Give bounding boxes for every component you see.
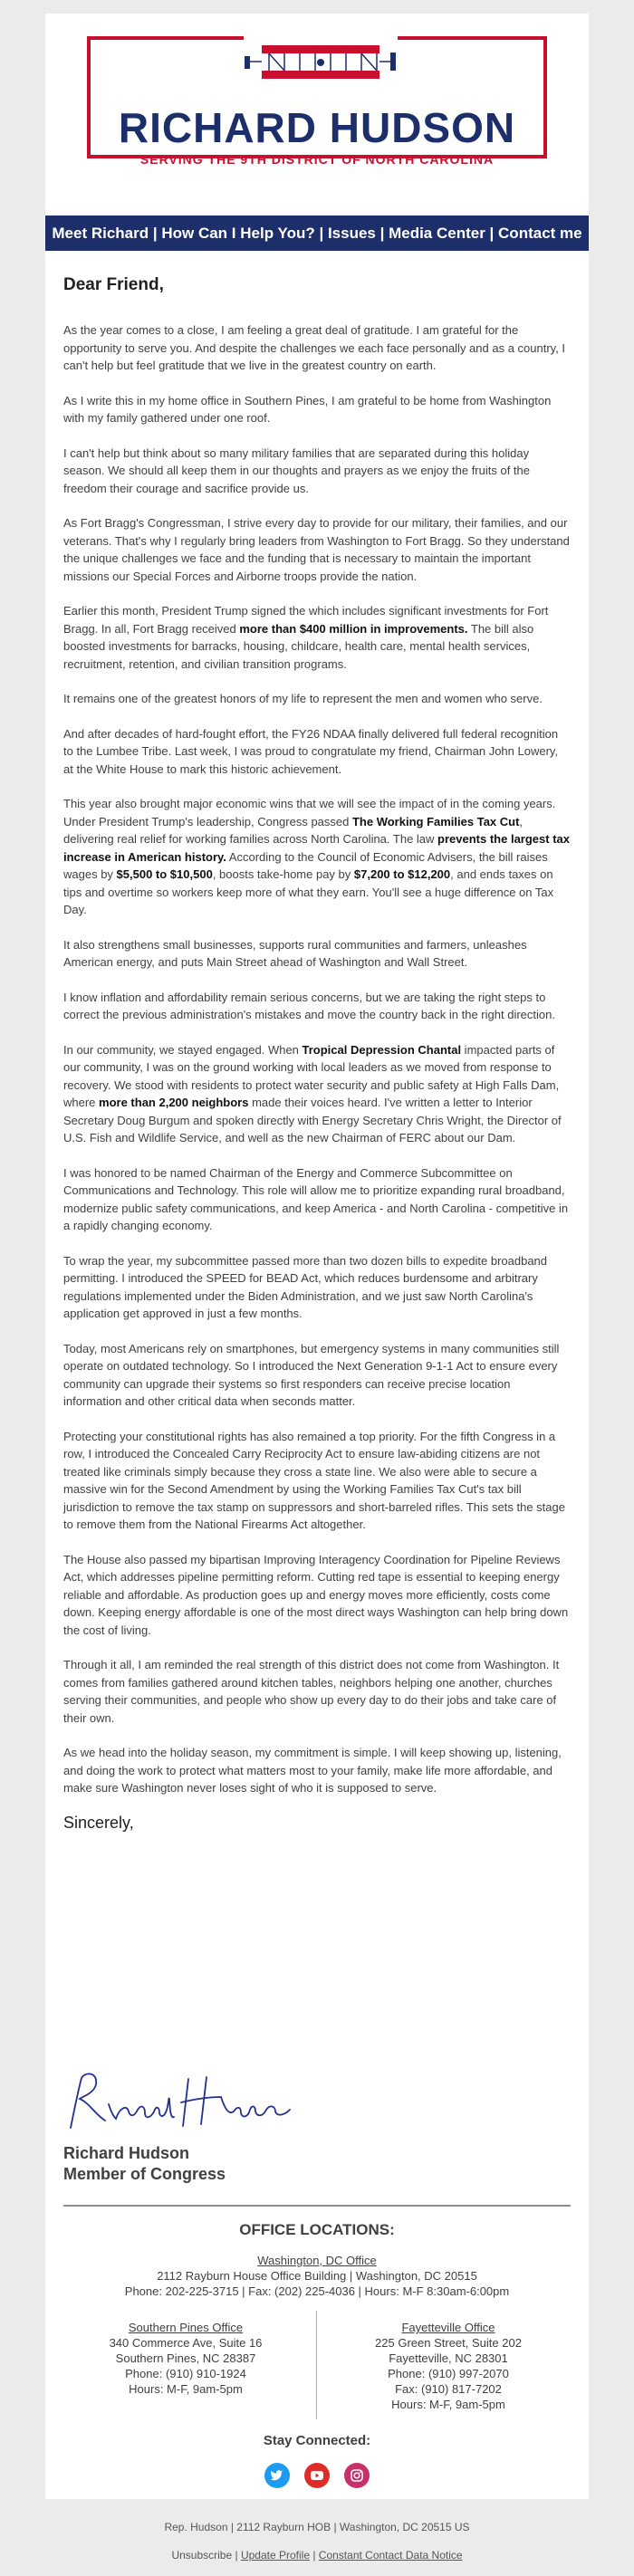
letter-body <box>63 274 571 1832</box>
bold-text: The Working Families Tax Cut <box>351 814 520 828</box>
update-profile-link[interactable]: Update Profile <box>240 2549 310 2562</box>
dc-office <box>45 2253 589 2299</box>
divider <box>63 2205 571 2207</box>
southern-pines-hours: Hours: M-F, 9am-5pm <box>129 2382 243 2396</box>
southern-pines-street: 340 Commerce Ave, Suite 16 <box>109 2336 263 2350</box>
nav-bar <box>45 215 589 251</box>
bold-text: prevents the largest tax increase in American history. <box>63 832 570 864</box>
nav-separator: | <box>375 225 389 242</box>
nav-issues[interactable]: Issues <box>327 225 376 242</box>
paragraph: Through it all, I am reminded the real strength of this district does not come from Washington. It comes from families gathered around kitchen tables, neighbors helping one another, churches serving their communities, and people who show up every day to do their jobs and take care of their own. <box>63 1658 560 1725</box>
data-notice-link[interactable]: Constant Contact Data Notice <box>318 2549 463 2562</box>
footer-links <box>0 2549 634 2562</box>
paragraph: It also strengthens small businesses, supports rural communities and farmers, unleashes American energy, and puts Main Street ahead of Washington and Wall Street. <box>63 937 527 969</box>
paragraph: And after decades of hard-fought effort, the FY26 NDAA finally delivered full federal recognition to the Lumbee Tribe. Last week, I was proud to congratulate my friend, Chairman John Lowery, at the White House to mark this historic achievement. <box>63 726 559 776</box>
nav-separator: | <box>149 225 162 242</box>
text-run: In our community, we stayed engaged. When <box>63 1042 303 1057</box>
nav-how-can-i-help[interactable]: How Can I Help You? <box>161 225 315 242</box>
dc-office-address: 2112 Rayburn House Office Building | Washington, DC 20515 <box>157 2269 477 2283</box>
office-divider <box>316 2311 317 2419</box>
paragraph: Today, most Americans rely on smartphones, but emergency systems in many communities still operate on outdated technology. So I introduced the Next Generation 9-1-1 Act to ensure every community can upgrade their systems so first responders can receive precise location information and other critical data when seconds matter. <box>63 1341 560 1408</box>
logo-name: RICHARD HUDSON <box>118 104 516 151</box>
instagram-icon[interactable] <box>344 2463 370 2488</box>
paragraph: The House also passed my bipartisan Improving Interagency Coordination for Pipeline Reviews Act, which addresses pipeline permitting reform. Cutting red tape is essential to keeping energy reliable and affordable. As production goes up and energy moves more efficiently, costs come down. Keeping energy affordable is one of the most direct ways Washington can help bring down the cost of living. <box>63 1552 569 1637</box>
paragraph <box>63 602 571 673</box>
signature-title: Member of Congress <box>63 2165 226 2183</box>
text-run: , boosts take-home pay by <box>212 867 354 881</box>
logo-frame <box>87 36 547 167</box>
paragraph: As we head into the holiday season, my commitment is simple. I will keep showing up, listening, and doing the work to protect what matters most to your family, make life more affordable, and make sure Washington never loses sight of who it is supposed to serve. <box>63 1746 562 1795</box>
footer-address: Rep. Hudson | 2112 Rayburn HOB | Washington, DC 20515 US <box>164 2521 470 2533</box>
paragraph: It remains one of the greatest honors of my life to represent the men and women who serve. <box>63 692 543 705</box>
bold-text: Tropical Depression Chantal <box>302 1042 462 1057</box>
twitter-icon[interactable] <box>264 2463 290 2488</box>
text-run: impacted parts of our community, I was on the ground working with local leaders as we moved from response to recovery. We stood with residents to protect water security and public safety at High Falls Dam, where <box>63 1042 560 1109</box>
fayetteville-fax: Fax: (910) 817-7202 <box>395 2382 502 2396</box>
text-run: This year also brought major economic wins that we will see the impact of in the coming years. Under President Trump's leadership, Congress passed <box>63 797 556 828</box>
email-card <box>45 14 589 2499</box>
fayetteville-street: 225 Green Street, Suite 202 <box>375 2336 522 2350</box>
paragraph: To wrap the year, my subcommittee passed more than two dozen bills to expedite broadband permitting. I introduced the SPEED for BEAD Act, which reduces burdensome and arbitrary regulations implemented under the Biden Administration, and we just saw North Carolina's application get approved in just a few months. <box>63 1253 548 1320</box>
paragraph: As the year comes to a close, I am feeling a great deal of gratitude. I am grateful for the opportunity to serve you. And despite the challenges we each face personally and as a country, I can't help but feel gratitude that we live in the greatest country on earth. <box>63 323 566 372</box>
dc-office-contact: Phone: 202-225-3715 | Fax: (202) 225-4036 | Hours: M-F 8:30am-6:00pm <box>124 2284 510 2298</box>
nav-contact-me[interactable]: Contact me <box>498 225 582 242</box>
nav-separator: | <box>485 225 499 242</box>
footer-separator: | <box>232 2549 241 2562</box>
signature-name: Richard Hudson <box>63 2144 190 2162</box>
bold-text: $7,200 to $12,200 <box>353 867 451 881</box>
text-run: The bill also boosted investments for barracks, housing, childcare, health care, mental health services, recruitment, retention, and civilian transition programs. <box>63 621 534 671</box>
fayetteville-office-link[interactable]: Fayetteville Office <box>401 2321 495 2334</box>
paragraph <box>63 1041 571 1147</box>
bold-text: more than 2,200 neighbors <box>99 1096 249 1109</box>
paragraph: I was honored to be named Chairman of the Energy and Commerce Subcommittee on Communications and Technology. This role will allow me to prioritize expanding rural broadband, modernize public safety communications, and keep America - and North Carolina - competitive in a rapidly changing economy. <box>63 1165 569 1232</box>
fayetteville-city: Fayetteville, NC 28301 <box>389 2351 508 2365</box>
offices-title: OFFICE LOCATIONS: <box>239 2221 395 2238</box>
paragraph: I know inflation and affordability remain serious concerns, but we are taking the right steps to correct the previous administration's mistakes and move the country back in the right direction. <box>63 990 555 1021</box>
fayetteville-hours: Hours: M-F, 9am-5pm <box>391 2398 505 2411</box>
nav-separator: | <box>314 225 328 242</box>
greeting: Dear Friend, <box>63 275 164 294</box>
wright-flyer-logo-icon <box>244 36 398 100</box>
paragraph: Protecting your constitutional rights has also remained a top priority. For the fifth Congress in a row, I introduced the Concealed Carry Reciprocity Act to ensure law-abiding citizens are not treated like criminals simply because they cross a state line. We also were able to secure a massive win for the Second Amendment by using the Working Families Tax Cut's tax bill jurisdiction to remove the tax stamp on suppressors and short-barreled rifles. This sets the stage to remove them from the National Firearms Act altogether. <box>63 1429 565 1531</box>
text-run: , delivering real relief for working families across North Carolina. The law <box>63 814 524 846</box>
bold-text: more than $400 million in improvements. <box>239 621 468 636</box>
unsubscribe-link[interactable]: Unsubscribe <box>171 2549 233 2562</box>
nav-media-center[interactable]: Media Center <box>389 225 485 242</box>
paragraph <box>63 795 571 919</box>
closing: Sincerely, <box>63 1813 134 1832</box>
southern-pines-office <box>63 2320 308 2397</box>
fayetteville-office <box>326 2320 571 2412</box>
paragraph: As I write this in my home office in Southern Pines, I am grateful to be home from Washington with my family gathered under one roof. <box>63 393 552 425</box>
paragraph: As Fort Bragg's Congressman, I strive every day to provide for our military, their families, and our veterans. That's why I regularly bring leaders from Washington to Fort Bragg. So they understand the unique challenges we face and the funding that is necessary to maintain the important missions our Special Forces and Airborne troops provide the nation. <box>63 516 570 583</box>
logo-tagline: SERVING THE 9TH DISTRICT OF NORTH CAROLINA <box>139 152 495 167</box>
text-run: , and ends taxes on tips and overtime so workers keep more of what they earn. You'll see a huge difference on Tax Day. <box>63 867 554 916</box>
footer-separator: | <box>310 2549 319 2562</box>
nav-meet-richard[interactable]: Meet Richard <box>52 225 149 242</box>
fayetteville-phone: Phone: (910) 997-2070 <box>388 2367 509 2380</box>
paragraph: I can't help but think about so many military families that are separated during this holiday season. We should all keep them in our thoughts and prayers as we enjoy the fruits of the freedom their courage and sacrifice provide us. <box>63 445 531 495</box>
handwritten-signature-icon <box>62 2064 297 2137</box>
southern-pines-office-link[interactable]: Southern Pines Office <box>128 2321 244 2334</box>
southern-pines-phone: Phone: (910) 910-1924 <box>125 2367 246 2380</box>
dc-office-link[interactable]: Washington, DC Office <box>257 2254 377 2267</box>
text-run: made their voices heard. I've written a letter to Interior Secretary Doug Burgum and spoken directly with Energy Secretary Chris Wright, the Director of U.S. Fish and Wildlife Service, and well as the new Chairman of FERC about our Dam. <box>63 1096 562 1144</box>
southern-pines-city: Southern Pines, NC 28387 <box>115 2351 256 2365</box>
signature-block <box>63 2143 226 2185</box>
text-run: Earlier this month, President Trump signed the which includes significant investments for Fort Bragg. In all, Fort Bragg received <box>63 604 549 636</box>
youtube-icon[interactable] <box>304 2463 330 2488</box>
bold-text: $5,500 to $10,500 <box>116 867 213 881</box>
text-run: According to the Council of Economic Advisers, the bill raises wages by <box>63 849 548 881</box>
stay-connected-title: Stay Connected: <box>263 2433 371 2448</box>
